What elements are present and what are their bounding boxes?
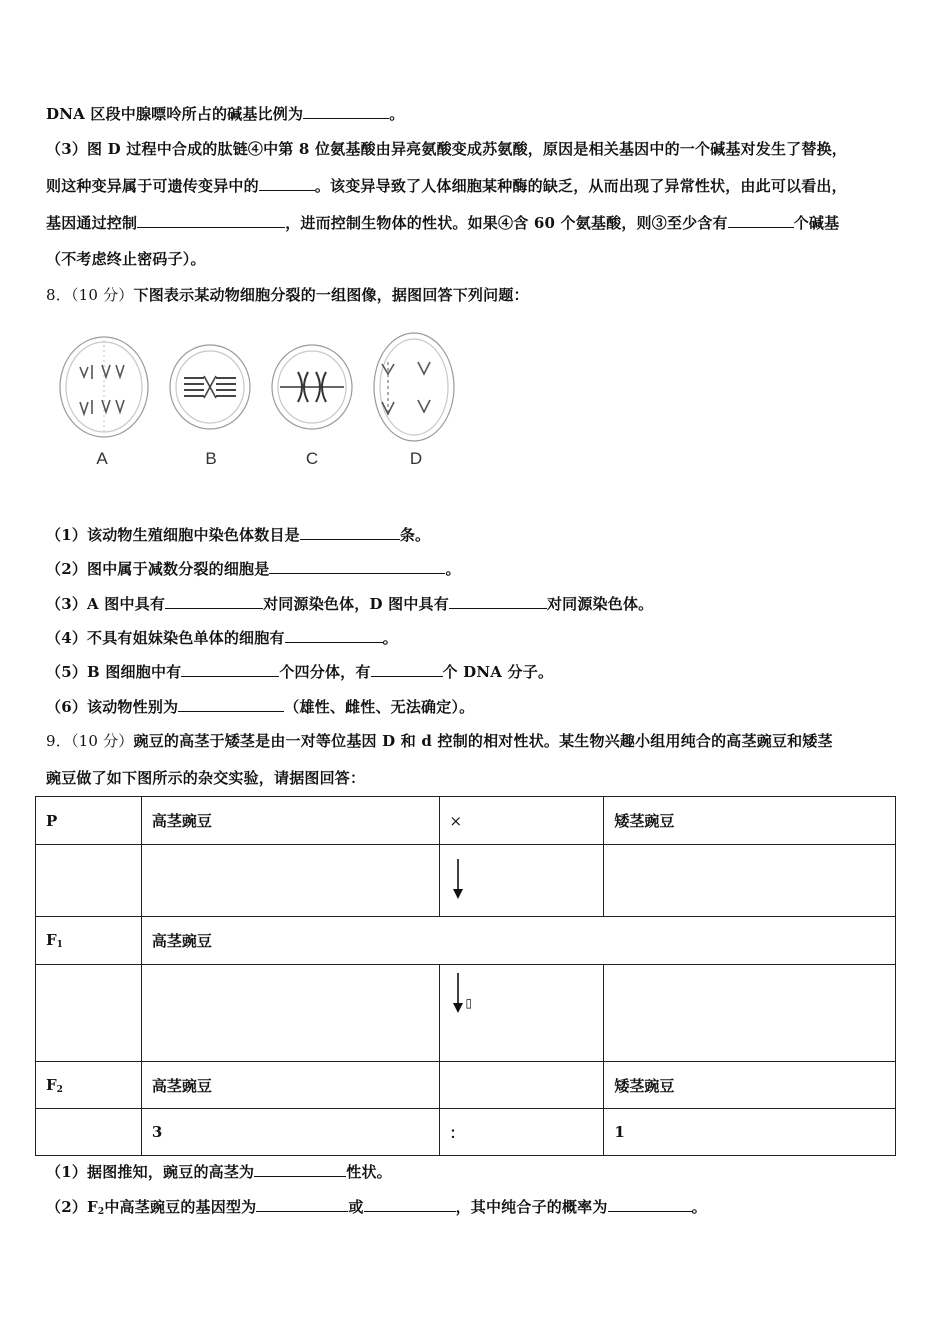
answer-blank[interactable] [608, 1197, 692, 1212]
ratio-separator: ： [439, 1109, 604, 1156]
empty-cell [36, 845, 142, 917]
text: （1）该动物生殖细胞中染色体数目是 [46, 526, 300, 544]
text: ，进而控制生物体的性状。如果④含 60 个氨基酸，则③至少含有 [285, 214, 728, 232]
empty-cell [36, 1109, 142, 1156]
figure-label-a: A [96, 449, 108, 468]
empty-cell [141, 965, 439, 1062]
text: 。 [382, 629, 398, 647]
question-8-4 [46, 627, 398, 648]
text: F [46, 931, 57, 949]
f2-short: 矮茎豌豆 [604, 1062, 896, 1109]
p-tall: 高茎豌豆 [141, 797, 439, 845]
question-stem: 下图表示某动物细胞分裂的一组图像，据图回答下列问题： [133, 286, 529, 304]
empty-cell [141, 845, 439, 917]
cell-b-image [170, 345, 250, 429]
answer-blank[interactable] [371, 662, 443, 677]
f2-label [36, 1062, 142, 1109]
p-short: 矮茎豌豆 [604, 797, 896, 845]
down-arrow-icon [450, 971, 466, 1015]
f1-label [36, 917, 142, 965]
subscript: 2 [56, 1084, 63, 1095]
text: （1）据图推知，豌豆的高茎为 [46, 1163, 255, 1181]
question-7-3-line-2 [46, 175, 847, 196]
question-number: 8． [46, 286, 71, 304]
answer-blank[interactable] [364, 1197, 456, 1212]
text: 性状。 [346, 1163, 392, 1181]
answer-blank[interactable] [137, 213, 285, 228]
cell-a-image [60, 337, 148, 437]
cell-d-image [374, 333, 454, 441]
text: F [46, 1075, 57, 1094]
question-stem: 豌豆的高茎于矮茎是由一对等位基因 D 和 d 控制的相对性状。某生物兴趣小组用纯合的高茎豌豆和矮茎 [133, 732, 833, 750]
answer-blank[interactable] [165, 594, 263, 609]
table-row [36, 1062, 896, 1109]
text: （雄性、雌性、无法确定）。 [284, 698, 475, 716]
question-9-2 [46, 1196, 707, 1217]
subscript: 2 [97, 1207, 105, 1217]
text: （3）A 图中具有 [46, 595, 166, 613]
question-8-1 [46, 524, 430, 545]
ratio-tall: 3 [141, 1109, 439, 1156]
down-arrow-icon [450, 857, 466, 901]
empty-cell [439, 1062, 604, 1109]
hybridization-table [35, 796, 896, 1156]
text: 。该变异导致了人体细胞某种酶的缺乏，从而出现了异常性状，由此可以看出， [314, 177, 847, 195]
empty-cell [36, 965, 142, 1062]
question-7-3-line-3 [46, 212, 839, 233]
text: （4）不具有姐妹染色单体的细胞有 [46, 629, 285, 647]
text: （5）B 图细胞中有 [46, 663, 182, 681]
table-row [36, 917, 896, 965]
text: （6）该动物性别为 [46, 698, 179, 716]
question-9-stem-1 [46, 730, 833, 751]
answer-blank[interactable] [269, 559, 445, 574]
question-7-3-line-1: （3）图 D 过程中合成的肽链④中第 8 位氨基酸由异亮氨酸变成苏氨酸，原因是相关基因中的一个碱基对发生了替换， [46, 140, 847, 158]
text: 个四分体，有 [279, 663, 371, 681]
figure-label-d: D [409, 449, 423, 468]
answer-blank[interactable] [728, 213, 794, 228]
text: 中高茎豌豆的基因型为 [104, 1198, 257, 1216]
answer-blank[interactable] [181, 662, 279, 677]
text: DNA 区段中腺嘌呤所占的碱基比例为 [46, 105, 304, 123]
figure-label-b: B [205, 449, 217, 468]
question-score: （10 分） [70, 732, 134, 750]
question-9-1 [46, 1161, 392, 1182]
question-score: （10 分） [70, 286, 134, 304]
answer-blank[interactable] [259, 176, 315, 191]
text: 则这种变异属于可遗传变异中的 [46, 177, 259, 195]
text: 或 [348, 1198, 364, 1216]
empty-cell [604, 845, 896, 917]
text: 对同源染色体，D 图中具有 [263, 595, 449, 613]
question-number: 9． [46, 732, 71, 750]
answer-blank[interactable] [178, 697, 284, 712]
question-8-5 [46, 661, 553, 682]
text: （2）F [46, 1198, 98, 1216]
arrow-cell [439, 965, 604, 1062]
p-label: P [36, 797, 142, 845]
text: ，其中纯合子的概率为 [455, 1198, 608, 1216]
text: 条。 [399, 526, 431, 544]
empty-cell [604, 965, 896, 1062]
question-9-stem-2: 豌豆做了如下图所示的杂交实验，请据图回答： [46, 769, 366, 787]
question-8-2 [46, 558, 461, 579]
question-8-stem [46, 284, 529, 305]
answer-blank[interactable] [256, 1197, 348, 1212]
table-row [36, 845, 896, 917]
table-row [36, 1109, 896, 1156]
ratio-short: 1 [604, 1109, 896, 1156]
text: （2）图中属于减数分裂的细胞是 [46, 560, 270, 578]
cell-division-figure [58, 332, 458, 472]
question-8-6 [46, 696, 474, 717]
table-row [36, 797, 896, 845]
answer-blank[interactable] [254, 1162, 346, 1177]
self-cross-symbol: ▯ [465, 996, 473, 1010]
text: 个碱基 [793, 214, 840, 232]
text: 。 [389, 105, 405, 123]
answer-blank[interactable] [449, 594, 547, 609]
figure-label-c: C [305, 449, 319, 468]
cross-symbol: × [439, 797, 604, 845]
text: 对同源染色体。 [546, 595, 654, 613]
table-row [36, 965, 896, 1062]
answer-blank[interactable] [300, 525, 400, 540]
question-8-3 [46, 593, 653, 614]
arrow-cell [439, 845, 604, 917]
subscript: 1 [56, 940, 63, 950]
answer-blank[interactable] [285, 628, 383, 643]
question-7-3-line-4: （不考虑终止密码子）。 [46, 250, 206, 268]
cell-c-image [272, 345, 352, 429]
text: 基因通过控制 [46, 214, 138, 232]
answer-blank[interactable] [303, 104, 389, 119]
f2-tall: 高茎豌豆 [141, 1062, 439, 1109]
text: 个 DNA 分子。 [442, 663, 554, 681]
text: 。 [691, 1198, 707, 1216]
text: 。 [445, 560, 461, 578]
question-7-line-1 [46, 103, 404, 124]
f1-tall: 高茎豌豆 [141, 917, 895, 965]
